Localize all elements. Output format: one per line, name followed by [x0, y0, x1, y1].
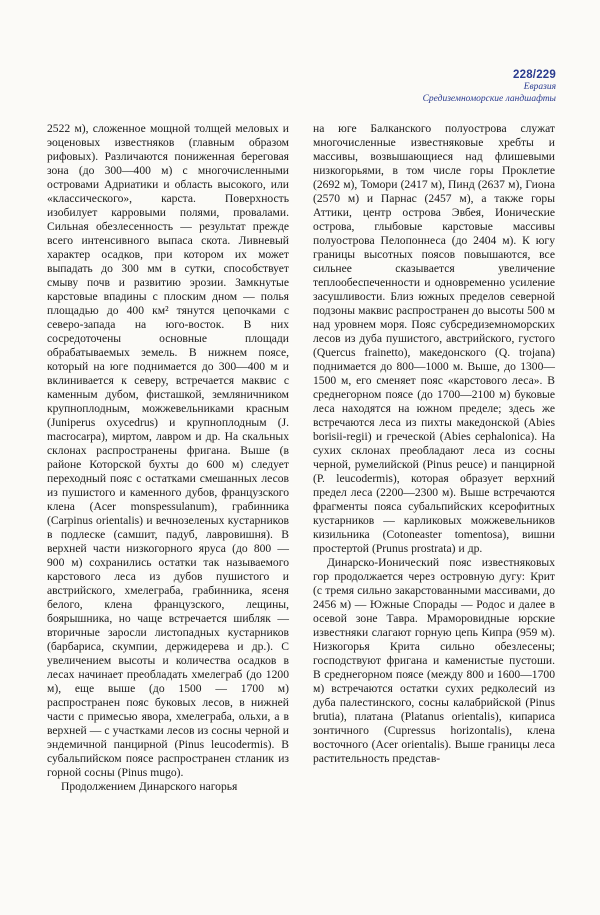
text-columns: [47, 122, 555, 794]
paragraph: Динарско-Ионический пояс известняковых гор продолжается через островную дугу: Крит (с тремя сильно закарстованными массивами, до 2456 м) — Южные Спорады — Родос и далее в осевой зоне Тавра. Мраморовидные юрские известняки слагают горную цепь Кипра (959 м). Низкогорья Крита сильно обезлесены; господствуют фригана и каменистые пустоши. В среднегорном поясе (между 800 и 1600—1700 м) встречаются остатки сухих редколесий из дуба палестинского, сосны калабрийской (Pinus brutia), платана (Platanus orientalis), кипариса зонтичного (Cupressus horizontalis), клена восточного (Acer orientalis). Выше границы леса растительность представ-: [313, 556, 555, 765]
header-section-title: Средиземноморские ландшафты: [422, 94, 556, 105]
paragraph: 2522 м), сложенное мощной толщей меловых и эоценовых известняков (главным образом рифовых). Различаются пониженная береговая зона (до 300—400 м) с многочисленными островами Адриатики и область высокого, или «классического», карста. Поверхность изобилует карровыми полями, провалами. Сильная обезлесенность — результат прежде всего интенсивного выпаса скота. Ливневый характер осадков, при котором их может выпадать до 300 мм в сутки, способствует смыву почв и развитию эрозии. Замкнутые карстовые впадины с плоским дном — полья площадью до 400 км² тянутся цепочками с северо-запада на юго-восток. В них сосредоточены основные площади обрабатываемых земель. В нижнем поясе, который на юге поднимается до 300—400 м и вклинивается к северу, встречается маквис с каменным дубом, фисташкой, земляничником крупноплодным, можжевельниками красным (Juniperus oxycedrus) и крупноплодным (J. macrocarpa), миртом, лавром и др. На скальных склонах распространены фригана. Выше (в районе Которской бухты до 600 м) следует переходный пояс с остатками смешанных лесов из пушистого и каменного дубов, французского клена (Acer monspessulanum), грабинника (Carpinus orientalis) и вечнозеленых кустарников в подлеске (самшит, падуб, лавровишня). В верхней части низкогорного яруса (до 800 — 900 м) сохранились остатки так называемого карстового леса из дубов пушистого и австрийского, хмелеграба, грабинника, ясеня белого, клена французского, лещины, боярышника, но чаще встречается шибляк — вторичные заросли листопадных кустарников (барбариса, скумпии, держидерева и др.). С увеличением высоты и количества осадков в лесах начинает преобладать хмелеграб (до 1200 м), еще выше (до 1500 — 1700 м) распространен пояс буковых лесов, в нижней части с примесью явора, хмелеграба, ольхи, а в верхней — с участками лесов из сосны черной и эндемичной панцирной (Pinus leucodermis). В субальпийском поясе распространен стланик из горной сосны (Pinus mugo).: [47, 122, 289, 779]
paragraph: на юге Балканского полуострова служат многочисленные известняковые хребты и массивы, возвышающиеся над флишевыми низкогорьями, в том числе горы Проклетие (2692 м), Томори (2417 м), Пинд (2637 м), Гиона (2570 м) и Парнас (2457 м), а также горы Аттики, центр острова Эвбея, Ионические острова, глыбовые карстовые массивы полуострова Пелопоннеса (до 2404 м). К югу границы высотных поясов повышаются, все сильнее сказывается увеличение теплообеспеченности и одновременно усиление засушливости. Близ южных пределов северной подзоны маквис распространен до высоты 500 м над уровнем моря. Пояс субсредиземноморских лесов из дуба пушистого, австрийского, густого (Quercus frainetto), македонского (Q. trojana) поднимается до 800—1000 м. Выше, до 1300—1500 м, его сменяет пояс «карстового леса». В среднегорном поясе (до 1700—2100 м) буковые леса находятся на южном пределе; здесь же встречаются леса из пихты македонской (Abies borisii-regii) и греческой (Abies cephalonica). На сухих склонах преобладают леса из сосны черной, румелийской (Pinus peuce) и панцирной (P. leucodermis), которая образует верхний предел леса (2200—2300 м). Выше встречаются фрагменты пояса субальпийских ксерофитных кустарников — карликовых можжевельников кизильника (Cotoneaster tomentosa), вишни простертой (Prunus prostrata) и др.: [313, 122, 555, 555]
header-region: Евразия: [523, 82, 556, 93]
left-column: [47, 122, 289, 794]
page-header: [423, 68, 556, 106]
page-number: 228/229: [513, 69, 556, 81]
right-column: [313, 122, 555, 794]
paragraph: Продолжением Динарского нагорья: [61, 780, 238, 793]
